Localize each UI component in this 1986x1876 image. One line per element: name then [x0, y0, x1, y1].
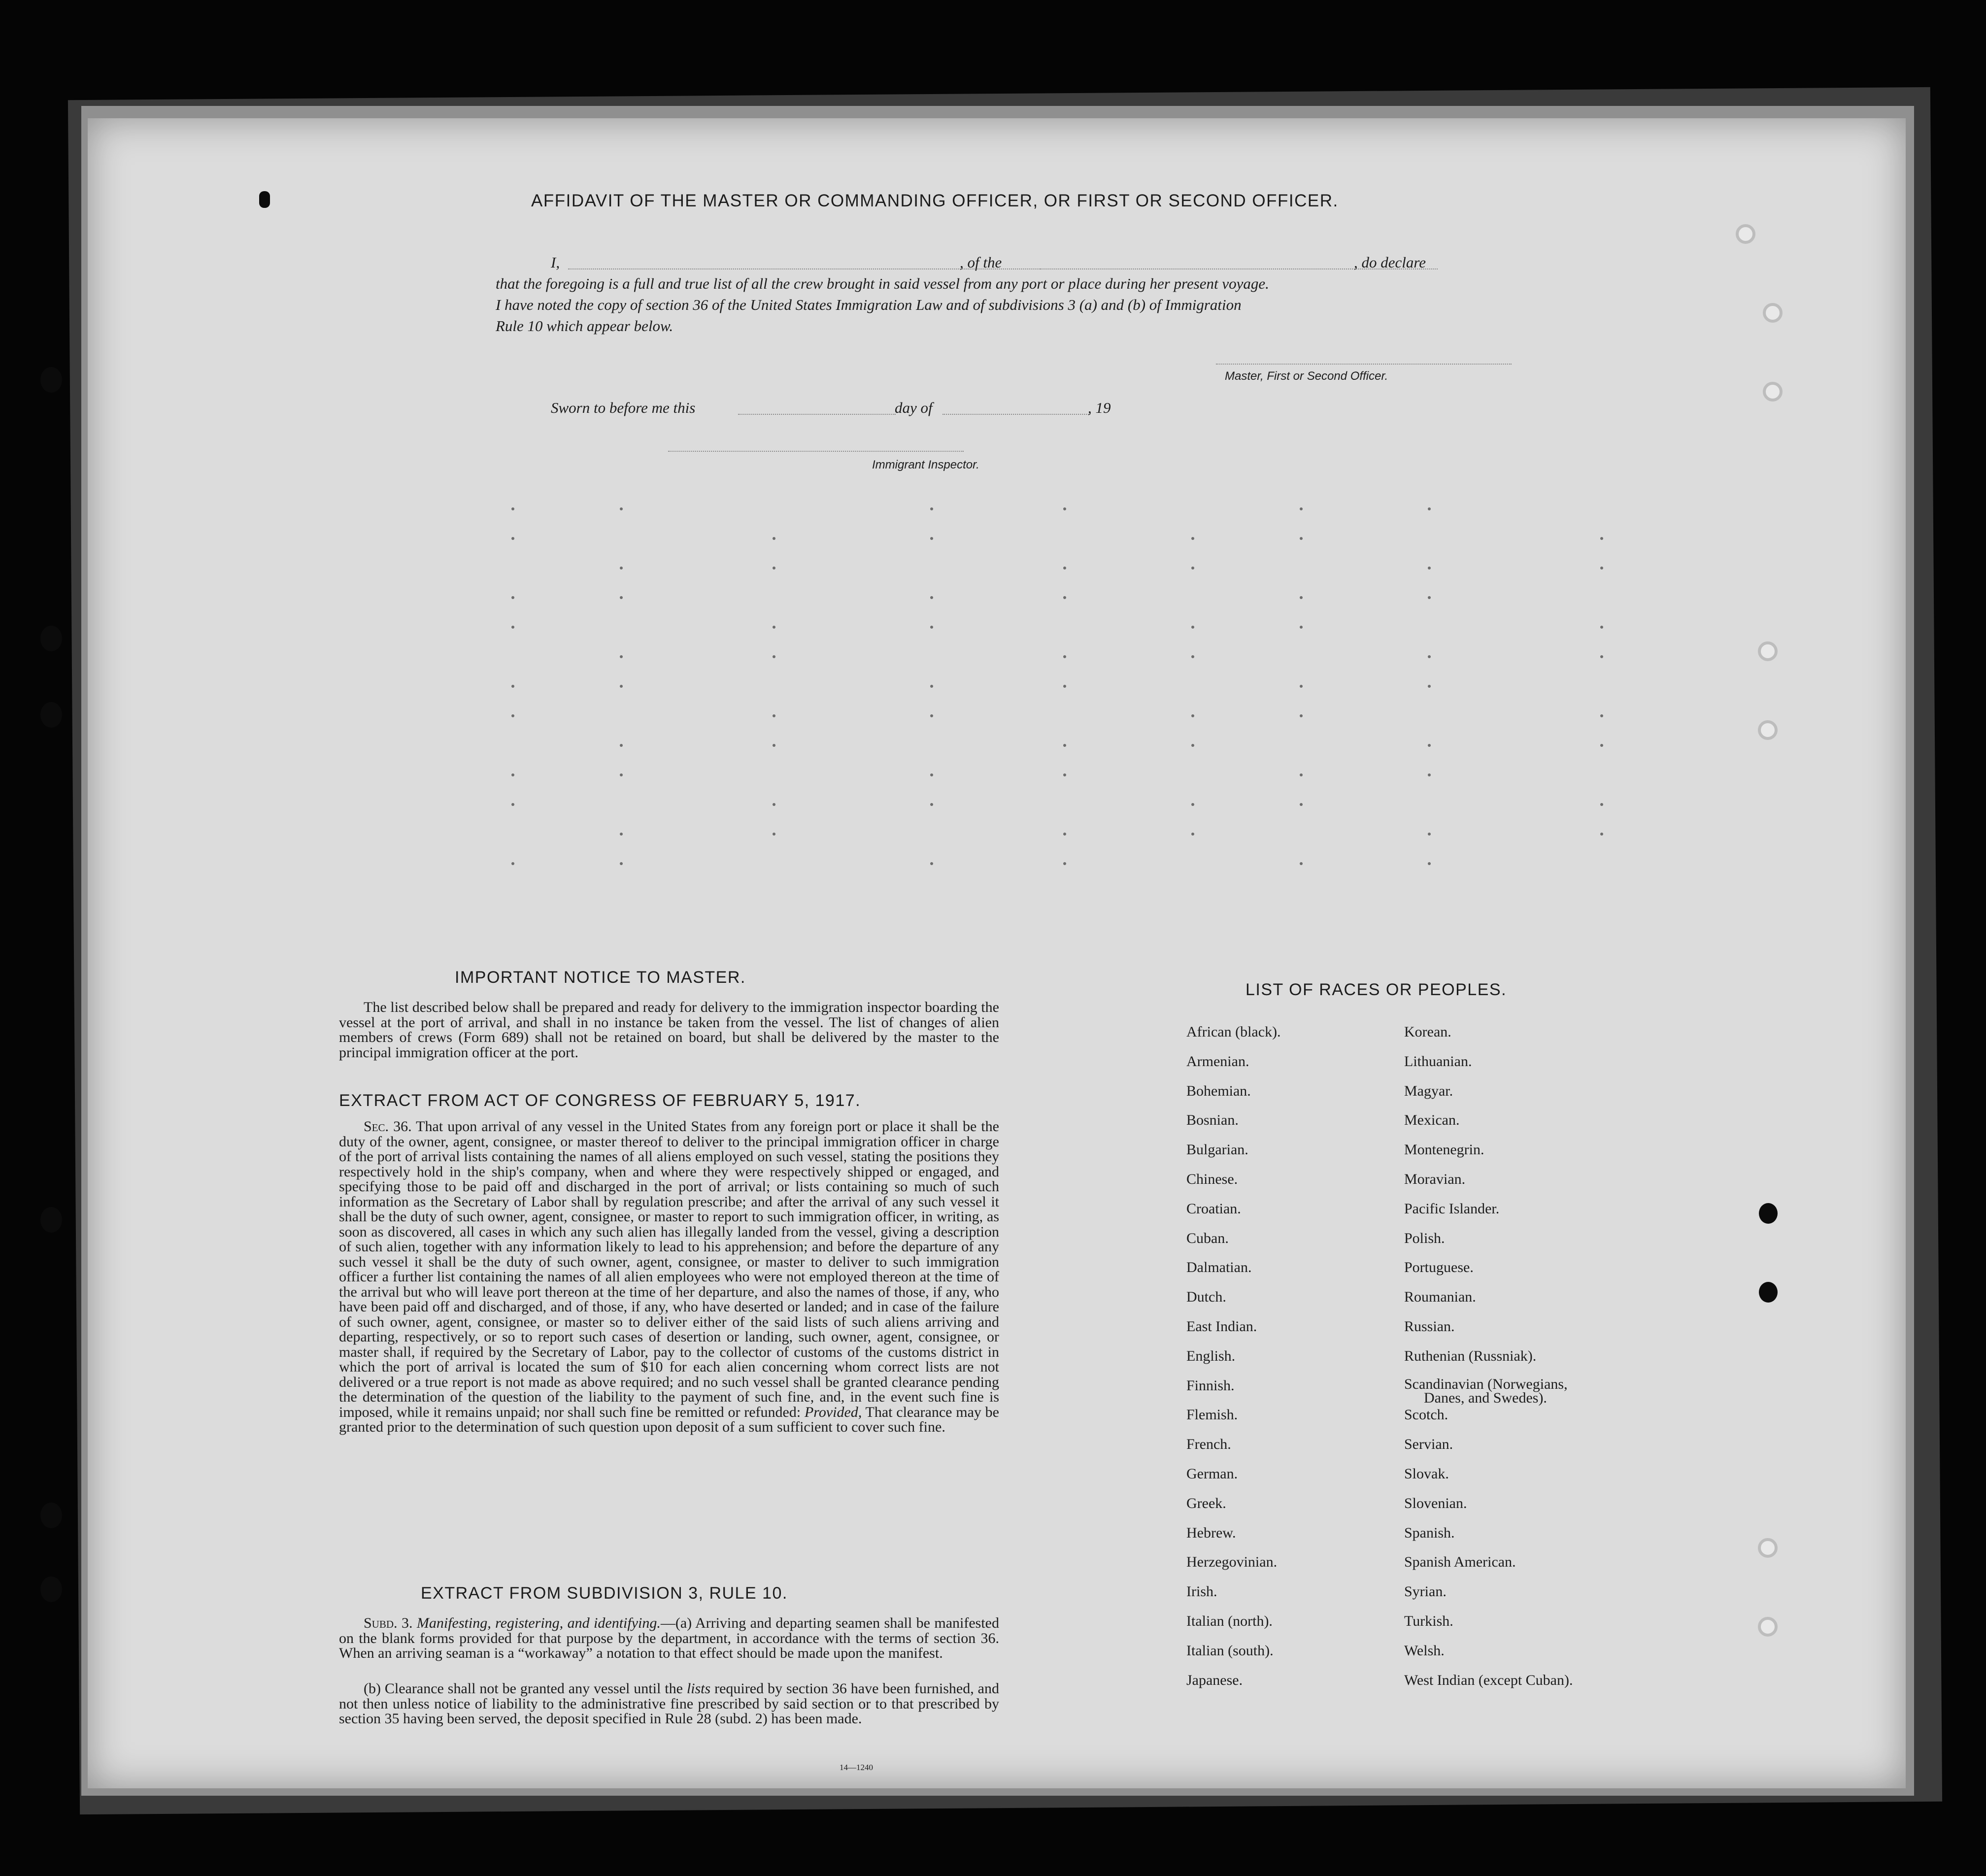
race-item: Bosnian.: [1186, 1112, 1239, 1129]
race-item: Syrian.: [1404, 1583, 1447, 1600]
day-of-text: day of: [895, 399, 933, 416]
faint-dot: [773, 744, 775, 747]
faint-dot: [620, 773, 623, 776]
rule-title: Manifesting, registering, and identifying.: [416, 1615, 661, 1631]
faint-dot: [1300, 773, 1303, 776]
faint-dot: [620, 833, 623, 836]
faint-dot: [930, 507, 933, 510]
affidavit-line-3: I have noted the copy of section 36 of the United States Immigration Law and of subdivisions 3 (a) and (b) of Immigration: [496, 296, 1242, 313]
race-item-continuation: Danes, and Swedes).: [1424, 1389, 1547, 1406]
faint-dot: [1063, 655, 1066, 658]
affidavit-line-4: Rule 10 which appear below.: [496, 317, 673, 335]
faint-dot: [620, 862, 623, 865]
race-item: Croatian.: [1186, 1200, 1241, 1217]
binder-hole: [40, 702, 62, 728]
race-item: Russian.: [1404, 1318, 1455, 1335]
rule-heading: EXTRACT FROM SUBDIVISION 3, RULE 10.: [421, 1584, 788, 1603]
faint-dot: [511, 507, 514, 510]
race-item: Dutch.: [1186, 1289, 1226, 1306]
faint-dot: [1300, 537, 1303, 540]
faint-row: [206, 714, 1733, 715]
faint-dot: [1300, 596, 1303, 599]
faint-dot: [1428, 862, 1431, 865]
faint-dot: [1428, 655, 1431, 658]
race-item: Spanish.: [1404, 1524, 1455, 1541]
faint-dot: [930, 596, 933, 599]
binder-hole: [40, 1576, 62, 1602]
faint-dot: [511, 714, 514, 717]
form-number: 14—1240: [840, 1763, 873, 1772]
punch-hole: [1759, 1282, 1778, 1303]
faint-dot: [930, 685, 933, 688]
races-heading: LIST OF RACES OR PEOPLES.: [1245, 980, 1507, 999]
faint-dot: [930, 862, 933, 865]
race-item: Turkish.: [1404, 1612, 1453, 1629]
punch-hole: [1763, 382, 1783, 402]
race-item: English.: [1186, 1347, 1236, 1364]
faint-dot: [511, 803, 514, 806]
faint-dot: [511, 862, 514, 865]
race-item: German.: [1186, 1465, 1238, 1482]
race-item: Lithuanian.: [1404, 1053, 1472, 1070]
signature-label: Master, First or Second Officer.: [1225, 369, 1388, 383]
race-item: Greek.: [1186, 1495, 1226, 1511]
faint-row: [206, 507, 1733, 508]
race-item: Roumanian.: [1404, 1289, 1476, 1306]
faint-dot: [1191, 567, 1194, 570]
faint-dot: [1428, 596, 1431, 599]
race-item: Scotch.: [1404, 1407, 1448, 1423]
race-item: Montenegrin.: [1404, 1141, 1484, 1158]
race-item: African (black).: [1186, 1024, 1281, 1040]
signature-line: [1216, 364, 1512, 365]
notice-text-content: The list described below shall be prepared and ready for delivery to the immigration inspector boarding the vessel at the port of arrival, and shall in no instance be taken from the vessel. The list of changes of alien members of crews (Form 689) shall not be retained on board, but shall be delivered by the master to the principal immigration officer at the port.: [339, 999, 999, 1061]
punch-hole: [1763, 303, 1783, 323]
faint-row: [206, 744, 1733, 745]
race-item: Servian.: [1404, 1436, 1453, 1453]
rule-a-body: Arriving and departing seamen shall be manifested on the blank forms provided for that purpose by the department, in accordance with the terms of section 36. When an arriving seaman is a “workaway” a notation to that effect should be made upon the manifest.: [339, 1615, 999, 1661]
faint-dot: [1191, 803, 1194, 806]
faint-dot: [1063, 596, 1066, 599]
faint-dot: [1428, 744, 1431, 747]
faint-dot: [620, 596, 623, 599]
punch-hole: [1736, 224, 1755, 244]
faint-dot: [1300, 714, 1303, 717]
binder-hole: [40, 626, 62, 651]
race-item: Slovak.: [1404, 1465, 1449, 1482]
faint-row: [206, 862, 1733, 863]
race-item: Magyar.: [1404, 1082, 1453, 1099]
races-right-column: [1404, 1024, 1573, 1701]
faint-dot: [1063, 862, 1066, 865]
faint-dot: [773, 537, 775, 540]
faint-dot: [930, 803, 933, 806]
faint-dot: [1191, 537, 1194, 540]
sworn-text: Sworn to before me this: [551, 399, 696, 416]
punch-hole: [1758, 1617, 1778, 1637]
faint-dot: [1600, 655, 1603, 658]
faint-dot: [1600, 626, 1603, 629]
affidavit-do-declare: , do declare: [1354, 254, 1426, 271]
act-sec-label: Sec. 36.: [364, 1118, 412, 1135]
faint-dot: [1063, 567, 1066, 570]
faint-dot: [1300, 507, 1303, 510]
faint-row: [206, 833, 1733, 834]
faint-row: [206, 803, 1733, 804]
rule-subd-label: Subd. 3.: [364, 1615, 413, 1631]
act-text: [339, 1119, 999, 1435]
sworn-month-blank: [943, 414, 1090, 415]
race-item: French.: [1186, 1436, 1231, 1453]
faint-dot: [930, 537, 933, 540]
faint-dot: [1191, 744, 1194, 747]
races-left-column: [1186, 1024, 1281, 1701]
faint-row: [206, 567, 1733, 568]
affidavit-i: I,: [551, 254, 560, 271]
affidavit-of-the: , of the: [960, 254, 1002, 271]
race-item: East Indian.: [1186, 1318, 1257, 1335]
rule-b-body: Clearance shall not be granted any vessel until the: [384, 1680, 683, 1697]
punch-hole: [1758, 720, 1778, 740]
race-item: Cuban.: [1186, 1230, 1229, 1246]
year-text: , 19: [1088, 399, 1111, 416]
race-item: Spanish American.: [1404, 1554, 1516, 1571]
act-body-end: That clearance may be granted prior to the determination of such question upon deposit of a sum sufficient to cover such fine.: [339, 1404, 999, 1435]
faint-dot: [620, 567, 623, 570]
race-item: Pacific Islander.: [1404, 1200, 1500, 1217]
race-item: Korean.: [1404, 1024, 1451, 1040]
faint-dot: [1600, 803, 1603, 806]
faint-dot: [1600, 714, 1603, 717]
race-item: Armenian.: [1186, 1053, 1249, 1070]
rule-b-body-2: required by section 36 have been furnished, and not then unless notice of liability to the administrative fine prescribed by said section or to that prescribed by section 35 having been served, the deposit specified in Rule 28 (subd. 2) has been made.: [339, 1680, 999, 1727]
faint-dot: [1428, 685, 1431, 688]
faint-dot: [773, 714, 775, 717]
punch-hole: [1758, 641, 1778, 661]
sworn-day-blank: [738, 414, 896, 415]
faint-dot: [1300, 685, 1303, 688]
race-item: Bohemian.: [1186, 1082, 1251, 1099]
manifest-page: [88, 118, 1906, 1788]
race-item: [1404, 1377, 1573, 1407]
race-item: Moravian.: [1404, 1171, 1466, 1187]
inspector-label: Immigrant Inspector.: [872, 458, 979, 471]
faint-dot: [1191, 655, 1194, 658]
faint-dot: [1191, 714, 1194, 717]
faint-dot: [1063, 773, 1066, 776]
inspector-line: [668, 451, 964, 452]
faint-dot: [511, 537, 514, 540]
rule-a-label: —(a): [660, 1615, 692, 1631]
act-heading: EXTRACT FROM ACT OF CONGRESS OF FEBRUARY 5, 1917.: [339, 1091, 861, 1110]
rule-a-text: [339, 1616, 999, 1661]
faint-dot: [1600, 833, 1603, 836]
binder-hole: [40, 1207, 62, 1233]
act-provided: Provided,: [804, 1404, 862, 1420]
race-item: Hebrew.: [1186, 1524, 1236, 1541]
race-item: Portuguese.: [1404, 1259, 1474, 1276]
punch-hole: [1759, 1203, 1778, 1224]
faint-dot: [930, 714, 933, 717]
faint-dot: [930, 773, 933, 776]
rule-b-text: [339, 1681, 999, 1727]
race-item: Bulgarian.: [1186, 1141, 1248, 1158]
race-item: Italian (south).: [1186, 1642, 1274, 1659]
faint-dot: [773, 833, 775, 836]
faint-dot: [1428, 833, 1431, 836]
race-item: Herzegovinian.: [1186, 1554, 1278, 1571]
faint-dot: [773, 655, 775, 658]
faint-dot: [1300, 626, 1303, 629]
faint-dot: [1191, 626, 1194, 629]
faint-dot: [1428, 567, 1431, 570]
faint-row: [206, 626, 1733, 627]
notice-heading: IMPORTANT NOTICE TO MASTER.: [455, 968, 746, 987]
faint-row: [206, 537, 1733, 538]
race-item: Slovenian.: [1404, 1495, 1467, 1511]
faint-dot: [1428, 507, 1431, 510]
rule-b-lists: lists: [686, 1680, 711, 1697]
race-item: Chinese.: [1186, 1171, 1238, 1187]
punch-mark: [259, 191, 270, 208]
race-item: Dalmatian.: [1186, 1259, 1252, 1276]
faint-row: [206, 773, 1733, 774]
race-item: Ruthenian (Russniak).: [1404, 1347, 1537, 1364]
faint-dot: [511, 685, 514, 688]
faint-row: [206, 655, 1733, 656]
faint-dot: [1428, 773, 1431, 776]
race-item: Welsh.: [1404, 1642, 1445, 1659]
affidavit-line-2: that the foregoing is a full and true list of all the crew brought in said vessel from any port or place during her present voyage.: [496, 275, 1269, 292]
faint-dot: [1063, 685, 1066, 688]
binder-hole: [40, 367, 62, 393]
faint-dot: [1063, 833, 1066, 836]
race-item: Polish.: [1404, 1230, 1445, 1246]
faint-dot: [1600, 744, 1603, 747]
faint-dot: [1600, 537, 1603, 540]
faint-dot: [773, 567, 775, 570]
binder-hole: [40, 1503, 62, 1528]
faint-dot: [1191, 833, 1194, 836]
faint-dot: [1063, 744, 1066, 747]
race-item: West Indian (except Cuban).: [1404, 1672, 1573, 1688]
faint-dot: [1300, 862, 1303, 865]
rule-b-label: (b): [364, 1680, 381, 1697]
faint-dot: [620, 744, 623, 747]
notice-text: [339, 1000, 999, 1060]
faint-dot: [773, 803, 775, 806]
faint-row: [206, 596, 1733, 597]
affidavit-heading: AFFIDAVIT OF THE MASTER OR COMMANDING OFFICER, OR FIRST OR SECOND OFFICER.: [531, 191, 1339, 210]
faint-dot: [1300, 803, 1303, 806]
faint-dot: [511, 626, 514, 629]
faint-dot: [1600, 567, 1603, 570]
punch-hole: [1758, 1538, 1778, 1558]
race-item-line: Scandinavian (Norwegians,: [1404, 1375, 1568, 1392]
race-item: Mexican.: [1404, 1112, 1460, 1129]
faint-dot: [773, 626, 775, 629]
faint-dot: [620, 507, 623, 510]
faint-dot: [930, 626, 933, 629]
faint-dot: [511, 773, 514, 776]
faint-dot: [511, 596, 514, 599]
faint-dot: [620, 685, 623, 688]
race-item: Irish.: [1186, 1583, 1217, 1600]
race-item: Flemish.: [1186, 1407, 1238, 1423]
race-item: Finnish.: [1186, 1377, 1235, 1394]
faint-dot: [620, 655, 623, 658]
race-item: Italian (north).: [1186, 1612, 1273, 1629]
faint-dot: [1063, 507, 1066, 510]
race-item: Japanese.: [1186, 1672, 1243, 1688]
act-body: That upon arrival of any vessel in the United States from any foreign port or place it shall be the duty of the owner, agent, consignee, or master thereof to deliver to the principal immigration officer in charge of the port of arrival lists containing the names of all aliens employed on such vessel, stating the positions they respectively hold in the ship's company, when and where they were respectively shipped or engaged, and specifying those to be paid off and discharged in the port of arrival; or lists containing so much of such information as the Secretary of Labor shall by regulation prescribe; and after the arrival of any such vessel it shall be the duty of such owner, agent, consignee, or master to report to such immigration officer, in writing, as soon as discovered, all cases in which any such alien has illegally landed from the vessel, giving a description of such alien, together with any information likely to lead to his apprehension; and before the departure of any such vessel it shall be the duty of such owner, agent, consignee, or master to deliver to such immigration officer a further list containing the names of all alien employees who were not employed thereon at the time of the arrival but who will leave port thereon at the time of her departure, and also the names of those, if any, who have been paid off and discharged, and of those, if any, who have deserted or landed; and in case of the failure of such owner, agent, consignee, or master so to deliver either of the said lists of such aliens arriving and departing, respectively, or so to report such cases of desertion or landing, such owner, agent, consignee, or master shall, if required by the Secretary of Labor, pay to the collector of customs of the customs district in which the port of arrival is located the sum of $10 for each alien concerning whom correct lists are not delivered or a true report is not made as above required; and no such vessel shall be granted clearance pending the determination of the question of the liability to the payment of such fine, and, in the event such fine is imposed, while it remains unpaid; nor shall such fine be remitted or refunded:: [339, 1118, 999, 1420]
faint-row: [206, 685, 1733, 686]
